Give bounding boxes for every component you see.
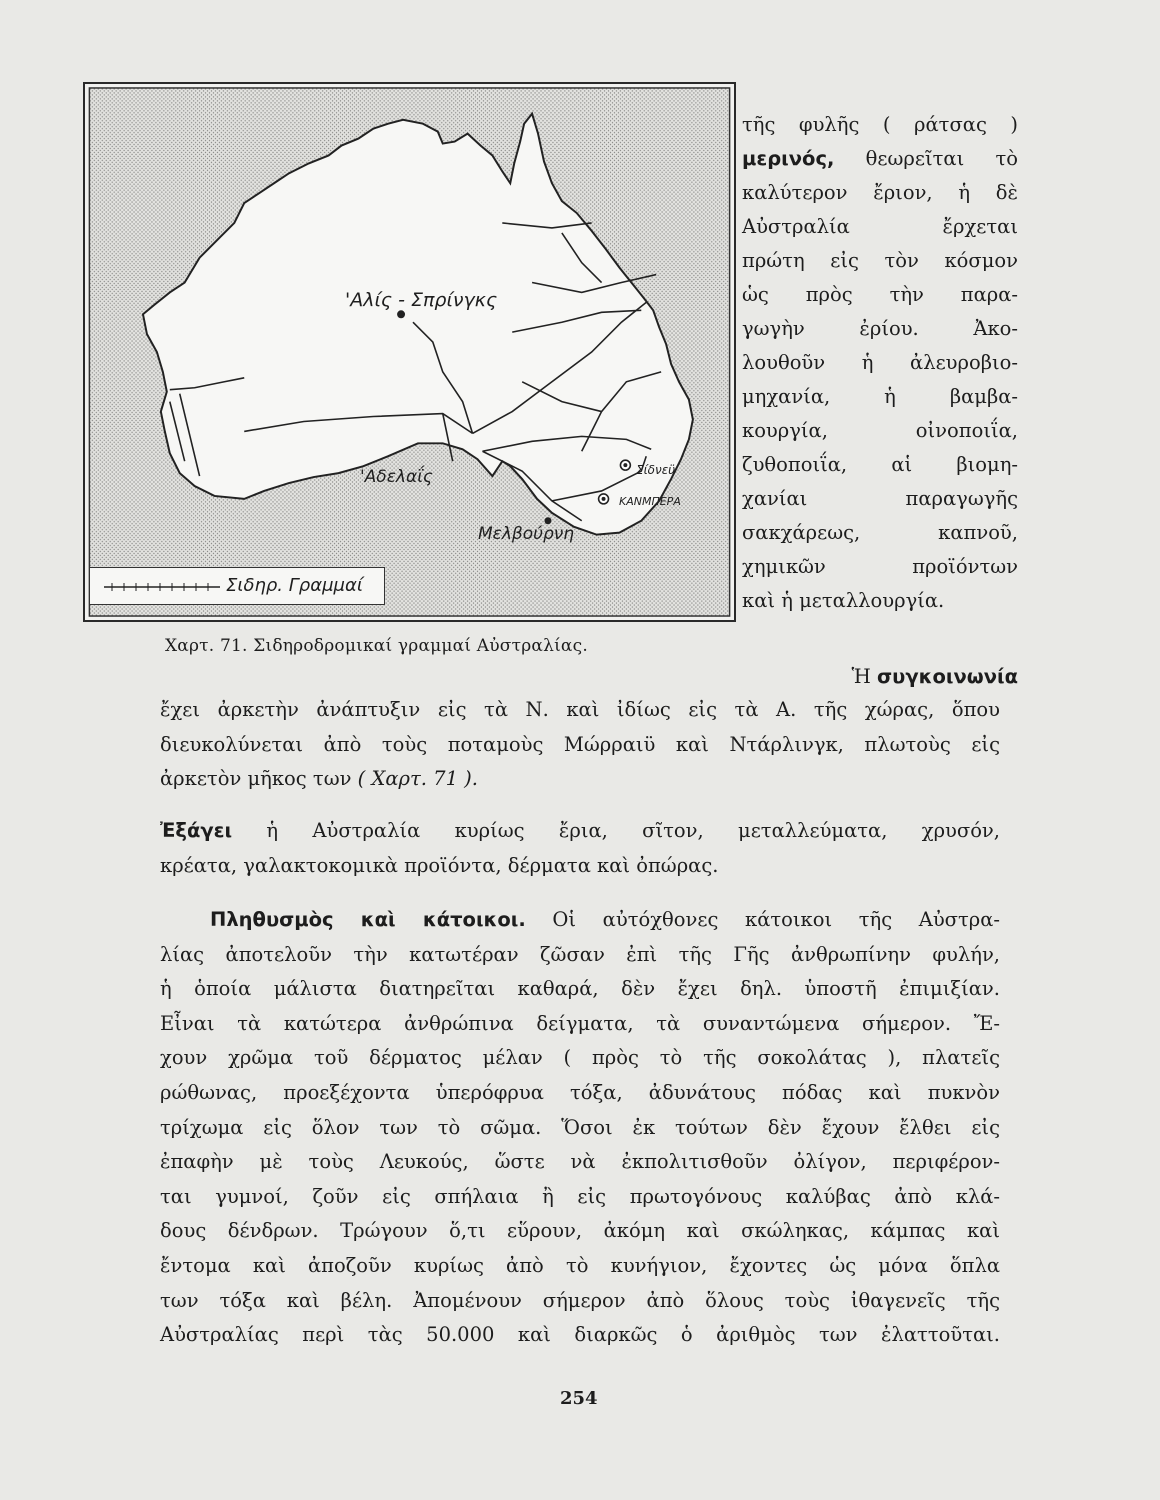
paragraph-communication [160,693,1000,797]
side-line: καλύτερον ἔριον, ἡ δὲ [742,181,1018,204]
label-canberra: ΚΑΝΜΠΕΡΑ [619,495,681,508]
side-line: ζυθοποιΐα, αἱ βιομη- [742,453,1018,476]
side-line: χανίαι παραγωγῆς [742,487,1018,510]
side-column-text [742,108,1018,618]
body-line-rest: Οἱ αὐτόχθονες κάτοικοι τῆς Αὐστρα- [525,908,1000,931]
side-line: μηχανία, ἡ βαμβα- [742,385,1018,408]
body-line: ται γυμνοί, ζοῦν εἰς σπήλαια ἢ εἰς πρωτογόνους καλύβας ἀπὸ κλά- [160,1184,1000,1208]
bold-term-communication: συγκοινωνία [877,665,1018,688]
figure-caption: Χαρτ. 71. Σιδηροδρομικαί γραμμαί Αὐστραλίας. [165,636,588,656]
australia-railway-map [83,82,736,622]
body-line: ἡ ὁποία μάλιστα διατηρεῖται καθαρά, δὲν ἔχει δηλ. ὑποστῆ ἐπιμιξίαν. [160,977,1000,1001]
body-line: ἔχει ἀρκετὴν ἀνάπτυξιν εἰς τὰ Ν. καὶ ἰδίως εἰς τὰ Α. τῆς χώρας, ὅπου [160,698,1000,721]
body-line: δους δένδρων. Τρώγουν ὅ,τι εὕρουν, ἀκόμη καὶ σκώληκας, κάμπας καὶ [160,1219,1000,1243]
communication-heading [742,660,1018,694]
legend-label: Σιδηρ. Γραμμαί [226,575,363,596]
body-line: ἔντομα καὶ ἀποζοῦν κυρίως ἀπὸ τὸ κυνήγιον, ἔχοντες ὡς μόνα ὅπλα [160,1253,1000,1277]
label-sydney: Σίδνεϋ [636,463,676,477]
body-line: λίας ἀποτελοῦν τὴν κατωτέραν ζῶσαν ἐπὶ τῆς Γῆς ἀνθρωπίνην φυλήν, [160,942,1000,966]
body-line: Αὐστραλίας περὶ τὰς 50.000 καὶ διαρκῶς ὁ ἀριθμὸς των ἐλαττοῦται. [160,1323,1000,1347]
bold-term-population: Πληθυσμὸς καὶ κάτοικοι. [210,908,526,931]
side-line: γωγὴν ἐρίου. Ἀκο- [742,317,1018,340]
map-reference: ( Χαρτ. 71 ). [357,767,478,791]
paragraph-exports [160,814,1000,883]
body-line [160,762,1000,797]
body-line: ρώθωνας, προεξέχοντα ὑπερόφρυα τόξα, ἀδυνάτους πόδας καὶ πυκνὸν [160,1080,1000,1104]
body-line: τρίχωμα εἰς ὅλον των τὸ σῶμα. Ὅσοι ἐκ τούτων δὲν ἔχουν ἔλθει εἰς [160,1115,1000,1139]
side-line [742,142,1018,176]
side-line-rest: θεωρεῖται τὸ [834,147,1018,170]
body-line [160,903,1000,938]
body-line: Εἶναι τὰ κατώτερα ἀνθρώπινα δείγματα, τὰ συναντώμενα σήμερον. Ἔ- [160,1011,1000,1035]
map-legend [89,567,385,605]
page-number: 254 [560,1388,598,1409]
body-line-part: ἀρκετὸν μῆκος των [160,767,358,791]
body-line: διευκολύνεται ἀπὸ τοὺς ποταμοὺς Μώρραιϋ καὶ Ντάρλινγκ, πλωτοὺς εἰς [160,732,1000,756]
side-line: χημικῶν προϊόντων [742,555,1018,578]
map-graphic [85,84,734,620]
body-line: κρέατα, γαλακτοκομικὰ προϊόντα, δέρματα καὶ ὀπώρας. [160,853,719,877]
side-line: τῆς φυλῆς ( ράτσας ) [742,113,1018,136]
heading-prefix: Ἡ [851,665,877,688]
side-line: ὡς πρὸς τὴν παρα- [742,283,1018,306]
body-line: χουν χρῶμα τοῦ δέρματος μέλαν ( πρὸς τὸ τῆς σοκολάτας ), πλατεῖς [160,1046,1000,1070]
side-line: καὶ ἡ μεταλλουργία. [742,589,945,612]
side-line: κουργία, οἰνοποιΐα, [742,419,1018,442]
side-line: πρώτη εἰς τὸν κόσμον [742,249,1018,272]
body-line-rest: ἡ Αὐστραλία κυρίως ἔρια, σῖτον, μεταλλεύματα, χρυσόν, [232,819,1000,842]
alice-springs-marker [397,310,405,318]
body-line [160,814,1000,849]
body-line: των τόξα καὶ βέλη. Ἀπομένουν σήμερον ἀπὸ ὅλους τοὺς ἰθαγενεῖς τῆς [160,1288,1000,1312]
body-line: ἐπαφὴν μὲ τοὺς Λευκούς, ὥστε νὰ ἐκπολιτισθοῦν ὀλίγον, περιφέρον- [160,1150,1000,1174]
paragraph-population [160,903,1000,1353]
label-adelaide: 'Αδελαΐς [360,467,433,487]
side-line: Αὐστραλία ἔρχεται [742,215,1018,238]
communication-heading-line [742,660,1018,694]
label-alice-springs: 'Αλίς - Σπρίνγκς [345,289,498,311]
bold-term-exports: Ἐξάγει [160,819,233,842]
bold-term-merinos: μερινός, [742,147,835,170]
side-line: λουθοῦν ἡ ἀλευροβιο- [742,351,1018,374]
label-melbourne: Μελβούρνη [478,524,575,544]
side-line: σακχάρεως, καπνοῦ, [742,521,1018,544]
